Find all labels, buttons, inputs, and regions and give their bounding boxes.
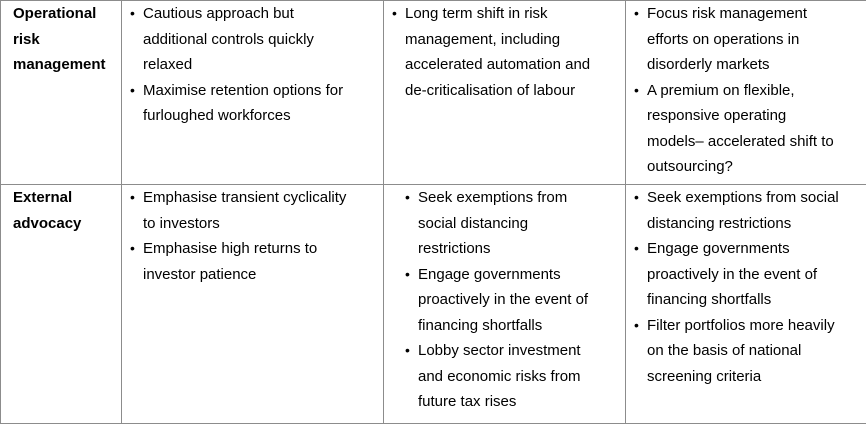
bullet-line: • Filter portfolios more heavily [647, 313, 866, 339]
bullet-list [122, 1, 383, 129]
bullet-line: • A premium on flexible, [647, 78, 866, 104]
table-cell [384, 185, 626, 424]
row-header-external-advocacy [1, 185, 122, 424]
bullet-line: screening criteria [647, 364, 866, 390]
bullet-list [122, 185, 383, 287]
bullet-line: • Lobby sector investment [418, 338, 625, 364]
bullet-item [384, 262, 625, 339]
row-header-line: External [13, 185, 117, 211]
bullet-line: efforts on operations in [647, 27, 866, 53]
bullet-line: restrictions [418, 236, 625, 262]
bullet-line: outsourcing? [647, 154, 866, 180]
bullet-line: models– accelerated shift to [647, 129, 866, 155]
bullet-line: • Engage governments [418, 262, 625, 288]
bullet-line: • Focus risk management [647, 1, 866, 27]
bullet-line: responsive operating [647, 103, 866, 129]
bullet-line: de-criticalisation of labour [405, 78, 625, 104]
bullet-line: proactively in the event of [647, 262, 866, 288]
bullet-item [122, 236, 383, 287]
table-cell [384, 1, 626, 185]
bullet-item [626, 313, 866, 390]
bullet-item [384, 338, 625, 415]
table-cell [122, 1, 384, 185]
row-header-line: Operational [13, 1, 117, 27]
bullet-item [626, 185, 866, 236]
row-header-line: management [13, 52, 117, 78]
bullet-line: relaxed [143, 52, 383, 78]
bullet-line: social distancing [418, 211, 625, 237]
bullet-list [626, 1, 866, 180]
bullet-line: • Seek exemptions from social [647, 185, 866, 211]
bullet-item [122, 1, 383, 78]
bullet-line: management, including [405, 27, 625, 53]
bullet-item [626, 1, 866, 78]
bullet-line: to investors [143, 211, 383, 237]
bullet-item [122, 78, 383, 129]
bullet-line: • Seek exemptions from [418, 185, 625, 211]
row-header-line: advocacy [13, 211, 117, 237]
bullet-item [122, 185, 383, 236]
table-row-operational-risk [1, 1, 866, 185]
bullet-line: financing shortfalls [418, 313, 625, 339]
bullet-line: investor patience [143, 262, 383, 288]
bullet-line: • Cautious approach but [143, 1, 383, 27]
bullet-line: • Long term shift in risk [405, 1, 625, 27]
table-row-external-advocacy [1, 185, 866, 424]
bullet-line: • Emphasise high returns to [143, 236, 383, 262]
bullet-line: additional controls quickly [143, 27, 383, 53]
bullet-line: and economic risks from [418, 364, 625, 390]
table-cell [626, 185, 866, 424]
bullet-line: on the basis of national [647, 338, 866, 364]
bullet-line: future tax rises [418, 389, 625, 415]
bullet-line: • Maximise retention options for [143, 78, 383, 104]
row-header-line: risk [13, 27, 117, 53]
table-cell [122, 185, 384, 424]
bullet-list [384, 1, 625, 103]
bullet-item [384, 1, 625, 103]
bullet-line: disorderly markets [647, 52, 866, 78]
bullet-line: • Engage governments [647, 236, 866, 262]
bullet-line: furloughed workforces [143, 103, 383, 129]
bullet-list [384, 185, 625, 415]
row-header-operational-risk [1, 1, 122, 185]
bullet-item [626, 236, 866, 313]
bullet-list [626, 185, 866, 389]
bullet-item [384, 185, 625, 262]
bullet-line: accelerated automation and [405, 52, 625, 78]
bullet-line: financing shortfalls [647, 287, 866, 313]
table-cell [626, 1, 866, 185]
bullet-line: distancing restrictions [647, 211, 866, 237]
bullet-line: proactively in the event of [418, 287, 625, 313]
bullet-item [626, 78, 866, 180]
bullet-line: • Emphasise transient cyclicality [143, 185, 383, 211]
